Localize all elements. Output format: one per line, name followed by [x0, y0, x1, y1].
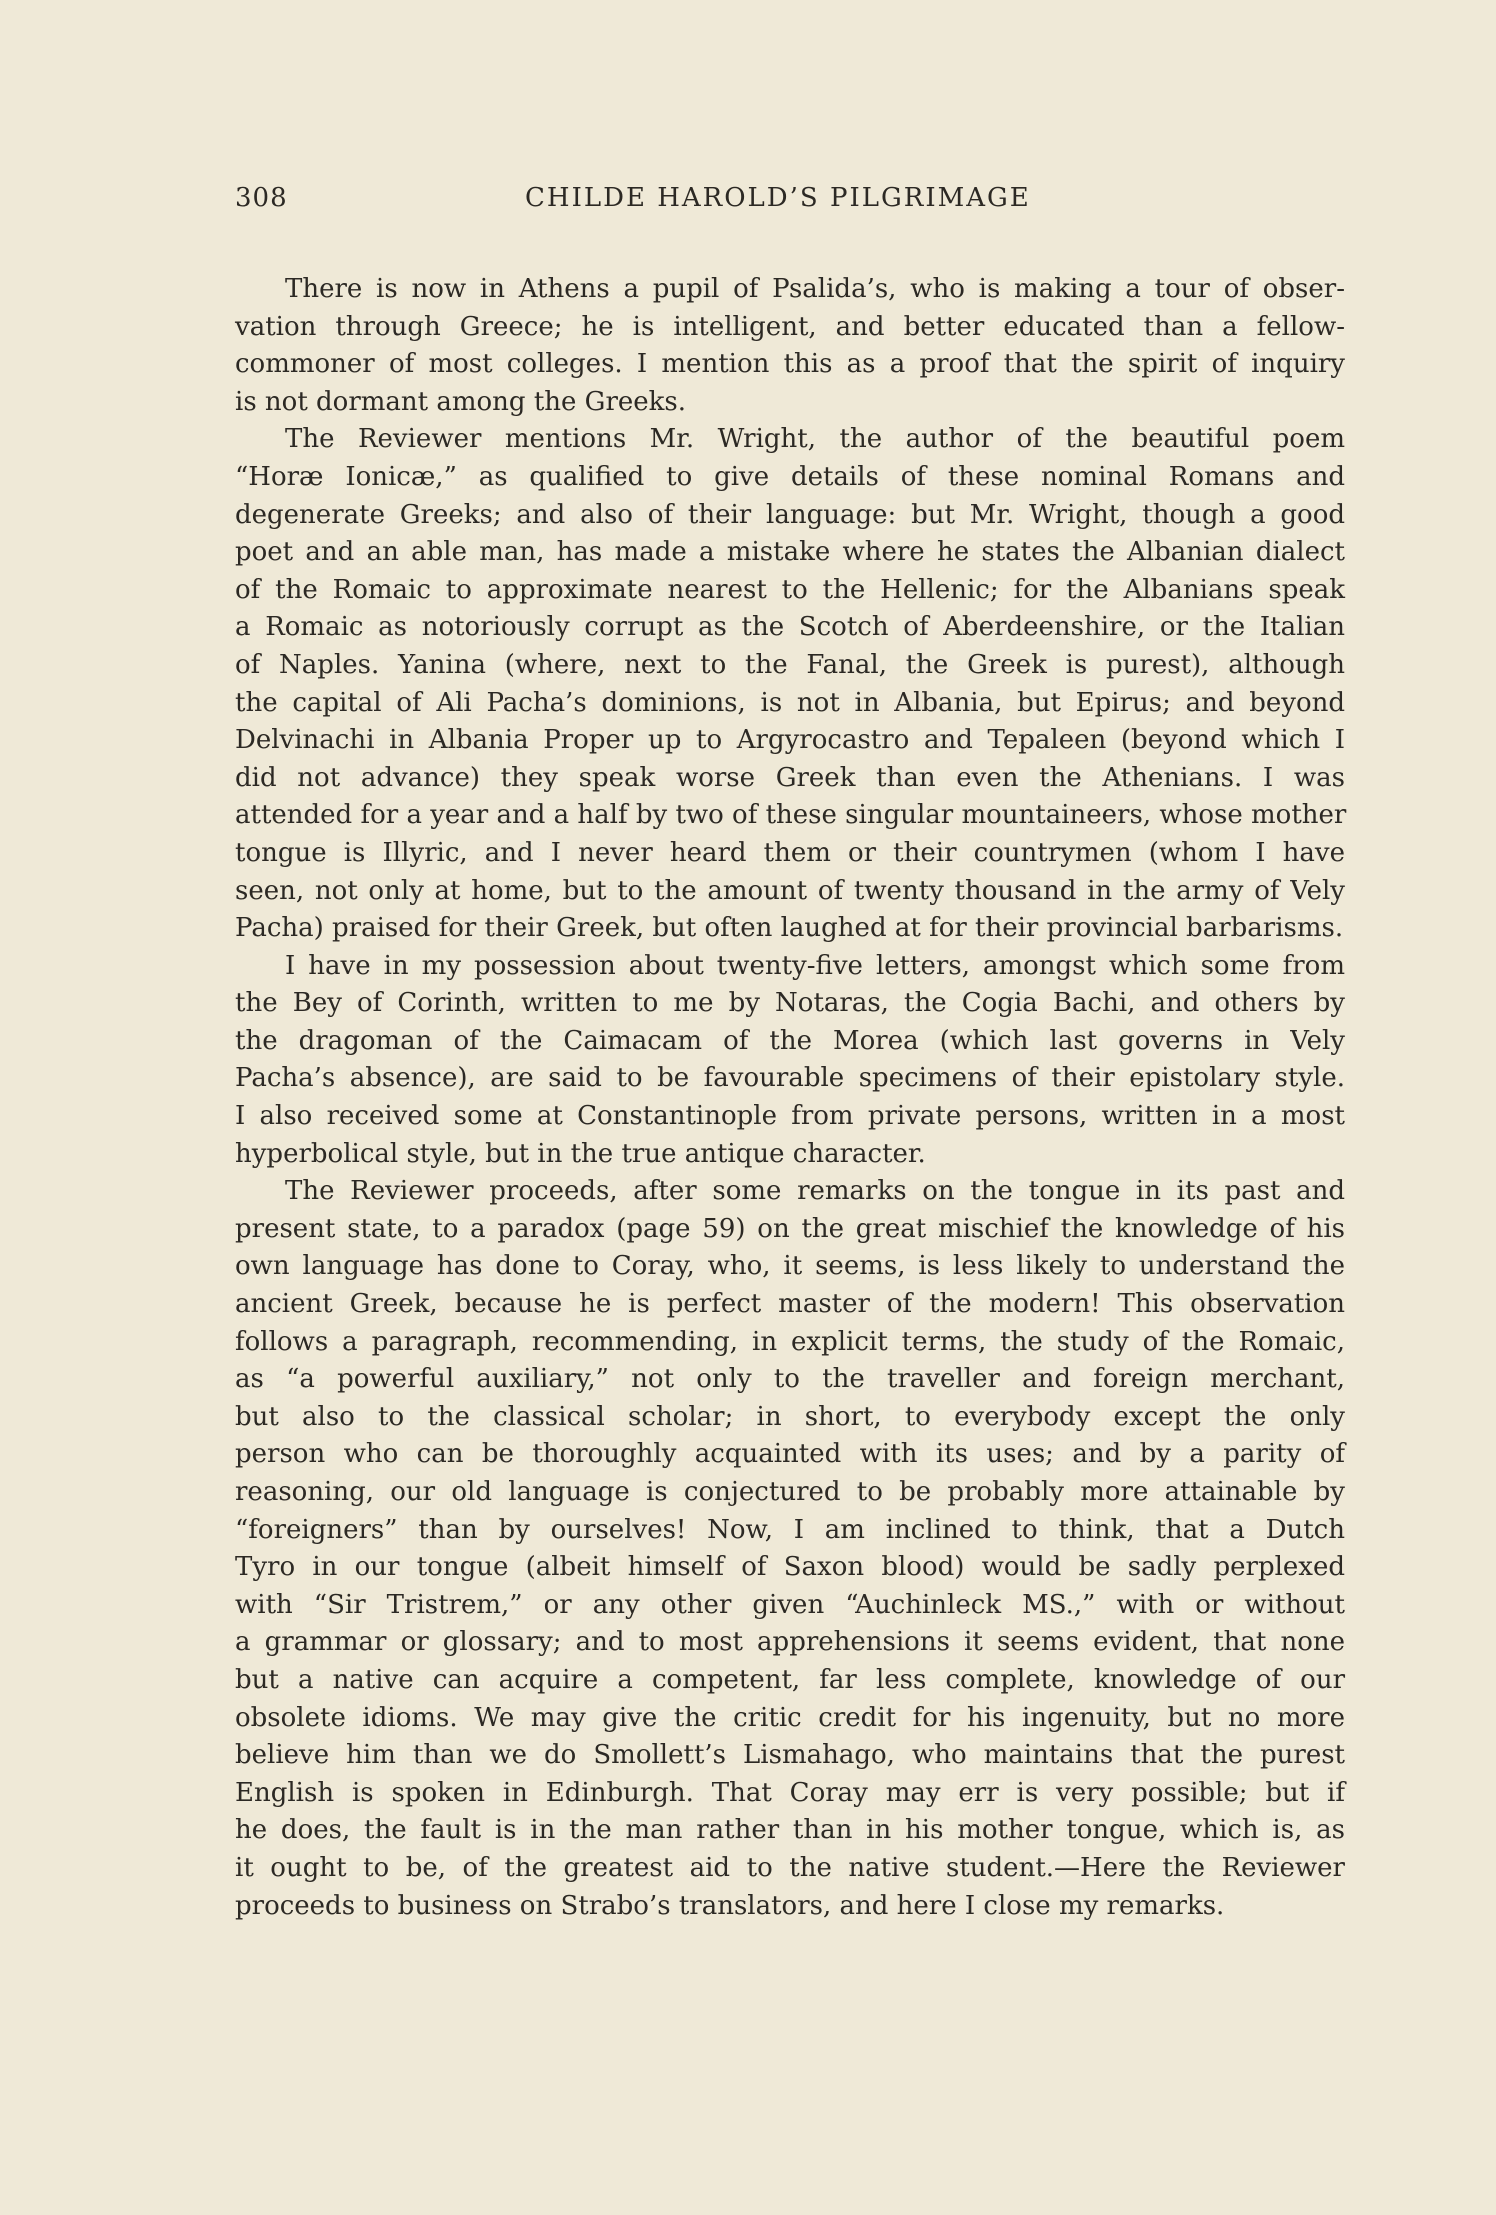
- text-line: a grammar or glossary; and to most apprehensions it seems evident, that none: [235, 1627, 1345, 1658]
- text-line: reasoning, our old language is conjectured to be probably more attainable by: [235, 1477, 1345, 1507]
- text-line: There is now in Athens a pupil of Psalida’s, who is making a tour of obser-: [285, 274, 1345, 304]
- text-line: of Naples. Yanina (where, next to the Fanal, the Greek is purest), although: [235, 649, 1345, 680]
- text-line: The Reviewer mentions Mr. Wright, the author of the beautiful poem: [285, 424, 1345, 455]
- text-line: is not dormant among the Greeks.: [235, 386, 687, 417]
- text-line: Tyro in our tongue (albeit himself of Saxon blood) would be sadly perplexed: [235, 1552, 1345, 1583]
- text-line: attended for a year and a half by two of these singular mountaineers, whose mother: [235, 800, 1347, 831]
- page-number: 308: [235, 183, 288, 213]
- text-line: believe him than we do Smollett’s Lismahago, who maintains that the purest: [235, 1740, 1345, 1771]
- text-line: obsolete idioms. We may give the critic credit for his ingenuity, but no more: [235, 1702, 1345, 1733]
- text-line: as “a powerful auxiliary,” not only to the traveller and foreign merchant,: [235, 1364, 1345, 1395]
- text-line: it ought to be, of the greatest aid to the native student.—Here the Reviewer: [235, 1852, 1345, 1883]
- text-line: a Romaic as notoriously corrupt as the Scotch of Aberdeenshire, or the Italian: [235, 612, 1345, 643]
- text-line: tongue is Illyric, and I never heard them or their countrymen (whom I have: [235, 837, 1345, 868]
- text-line: I also received some at Constantinople from private persons, written in a most: [235, 1101, 1345, 1132]
- text-line: poet and an able man, has made a mistake where he states the Albanian dialect: [235, 537, 1345, 568]
- text-line: degenerate Greeks; and also of their language: but Mr. Wright, though a good: [235, 499, 1345, 530]
- text-line: the capital of Ali Pacha’s dominions, is not in Albania, but Epirus; and beyond: [235, 687, 1345, 718]
- text-line: the dragoman of the Caimacam of the Morea (which last governs in Vely: [235, 1025, 1345, 1056]
- text-line: commoner of most colleges. I mention this as a proof that the spirit of inquiry: [235, 349, 1345, 380]
- text-line: “foreigners” than by ourselves! Now, I am inclined to think, that a Dutch: [235, 1514, 1345, 1545]
- text-line: own language has done to Coray, who, it seems, is less likely to understand the: [235, 1251, 1345, 1282]
- text-line: but also to the classical scholar; in short, to everybody except the only: [235, 1401, 1345, 1432]
- text-line: Pacha’s absence), are said to be favourable specimens of their epistolary style.: [235, 1063, 1345, 1094]
- text-line: vation through Greece; he is intelligent, and better educated than a fellow-: [235, 311, 1345, 342]
- body-text: [235, 271, 1345, 1925]
- text-line: he does, the fault is in the man rather than in his mother tongue, which is, as: [235, 1815, 1345, 1846]
- book-title: CHILDE HAROLD’S PILGRIMAGE: [525, 183, 1031, 213]
- text-line: hyperbolical style, but in the true antique character.: [235, 1138, 926, 1169]
- text-line: “Horæ Ionicæ,” as qualified to give details of these nominal Romans and: [235, 461, 1345, 492]
- text-line: but a native can acquire a competent, far less complete, knowledge of our: [235, 1664, 1345, 1695]
- text-line: present state, to a paradox (page 59) on the great mischief the knowledge of his: [235, 1213, 1345, 1244]
- text-line: ancient Greek, because he is perfect master of the modern! This observation: [235, 1289, 1345, 1320]
- text-line: did not advance) they speak worse Greek than even the Athenians. I was: [235, 762, 1345, 793]
- text-line: follows a paragraph, recommending, in explicit terms, the study of the Romaic,: [235, 1326, 1345, 1357]
- text-line: The Reviewer proceeds, after some remarks on the tongue in its past and: [285, 1176, 1345, 1207]
- text-line: seen, not only at home, but to the amount of twenty thousand in the army of Vely: [235, 875, 1345, 906]
- text-line: with “Sir Tristrem,” or any other given “Auchinleck MS.,” with or without: [235, 1589, 1345, 1620]
- running-head: [235, 183, 1345, 223]
- text-line: of the Romaic to approximate nearest to the Hellenic; for the Albanians speak: [235, 574, 1345, 605]
- text-line: the Bey of Corinth, written to me by Notaras, the Cogia Bachi, and others by: [235, 988, 1345, 1019]
- text-line: Pacha) praised for their Greek, but often laughed at for their provincial barbarisms.: [235, 913, 1344, 944]
- text-line: I have in my possession about twenty-five letters, amongst which some from: [285, 950, 1345, 981]
- text-line: proceeds to business on Strabo’s translators, and here I close my remarks.: [235, 1890, 1225, 1921]
- text-line: person who can be thoroughly acquainted with its uses; and by a parity of: [235, 1439, 1345, 1470]
- text-line: English is spoken in Edinburgh. That Coray may err is very possible; but if: [235, 1777, 1345, 1808]
- text-line: Delvinachi in Albania Proper up to Argyrocastro and Tepaleen (beyond which I: [235, 725, 1345, 756]
